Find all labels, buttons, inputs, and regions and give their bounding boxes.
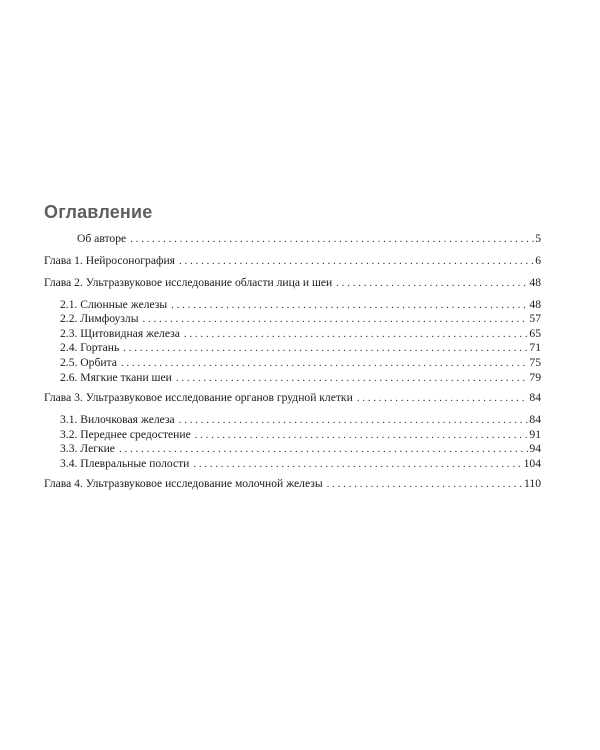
toc-entry-label: Глава 2. Ультразвуковое исследование области лица и шеи bbox=[44, 275, 333, 289]
toc-leader-dots bbox=[357, 391, 529, 405]
toc-entry-section-2-5[interactable] bbox=[44, 356, 541, 370]
toc-entry-label: 2.4. Гортань bbox=[60, 341, 120, 355]
toc-entry-page: 79 bbox=[529, 370, 541, 384]
toc-entry-page: 48 bbox=[529, 297, 541, 311]
toc-entry-author[interactable] bbox=[44, 232, 541, 246]
toc-entry-page: 48 bbox=[529, 275, 541, 289]
toc-leader-dots bbox=[123, 341, 528, 355]
toc-entry-label: 3.2. Переднее средостение bbox=[60, 427, 191, 441]
toc-entry-page: 57 bbox=[529, 312, 541, 326]
toc-entry-chapter-4[interactable] bbox=[44, 477, 541, 491]
toc-leader-dots bbox=[121, 356, 528, 370]
page-title: Оглавление bbox=[44, 202, 153, 222]
toc-leader-dots bbox=[171, 298, 528, 312]
toc-entry-label: Глава 1. Нейросонография bbox=[44, 253, 176, 267]
table-of-contents bbox=[44, 232, 541, 499]
toc-entry-section-3-4[interactable] bbox=[44, 457, 541, 471]
toc-entry-label: 3.3. Легкие bbox=[60, 442, 115, 456]
toc-entry-page: 75 bbox=[529, 356, 541, 370]
toc-entry-section-3-3[interactable] bbox=[44, 442, 541, 456]
toc-entry-page: 94 bbox=[529, 442, 541, 456]
toc-entry-chapter-3[interactable] bbox=[44, 391, 541, 405]
toc-leader-dots bbox=[130, 232, 534, 246]
toc-entry-page: 110 bbox=[524, 477, 541, 491]
toc-entry-section-2-3[interactable] bbox=[44, 327, 541, 341]
toc-entry-label: 3.1. Вилочковая железа bbox=[60, 413, 175, 427]
toc-entry-page: 6 bbox=[535, 253, 541, 267]
toc-entry-page: 84 bbox=[529, 413, 541, 427]
toc-entry-section-2-4[interactable] bbox=[44, 341, 541, 355]
toc-entry-label: 2.1. Слюнные железы bbox=[60, 297, 168, 311]
toc-entry-label: Глава 4. Ультразвуковое исследование молочной железы bbox=[44, 477, 323, 491]
toc-entry-section-2-2[interactable] bbox=[44, 312, 541, 326]
toc-entry-page: 91 bbox=[529, 427, 541, 441]
toc-leader-dots bbox=[327, 477, 523, 491]
toc-entry-page: 5 bbox=[535, 232, 541, 245]
toc-leader-dots bbox=[193, 457, 522, 471]
toc-entry-label: 2.5. Орбита bbox=[60, 356, 117, 370]
toc-entry-label: Об авторе bbox=[77, 232, 127, 245]
toc-entry-label: Глава 3. Ультразвуковое исследование органов грудной клетки bbox=[44, 391, 353, 405]
toc-leader-dots bbox=[176, 371, 529, 385]
toc-entry-section-3-1[interactable] bbox=[44, 413, 541, 427]
toc-leader-dots bbox=[119, 442, 528, 456]
toc-entry-section-2-6[interactable] bbox=[44, 371, 541, 385]
toc-leader-dots bbox=[143, 312, 529, 326]
toc-entry-page: 104 bbox=[523, 456, 541, 470]
toc-leader-dots bbox=[184, 327, 529, 341]
toc-entry-section-2-1[interactable] bbox=[44, 298, 541, 312]
toc-entry-label: 2.2. Лимфоузлы bbox=[60, 312, 139, 326]
toc-leader-dots bbox=[179, 413, 529, 427]
toc-entry-page: 65 bbox=[529, 326, 541, 340]
toc-entry-section-3-2[interactable] bbox=[44, 428, 541, 442]
toc-entry-page: 71 bbox=[529, 341, 541, 355]
toc-entry-page: 84 bbox=[529, 391, 541, 405]
toc-entry-chapter-2[interactable] bbox=[44, 276, 541, 290]
toc-leader-dots bbox=[195, 428, 529, 442]
toc-leader-dots bbox=[336, 276, 528, 290]
toc-entry-label: 3.4. Плевральные полости bbox=[60, 456, 190, 470]
toc-entry-label: 2.3. Щитовидная железа bbox=[60, 326, 180, 340]
toc-leader-dots bbox=[179, 254, 534, 268]
toc-entry-chapter-1[interactable] bbox=[44, 254, 541, 268]
toc-entry-label: 2.6. Мягкие ткани шеи bbox=[60, 370, 172, 384]
